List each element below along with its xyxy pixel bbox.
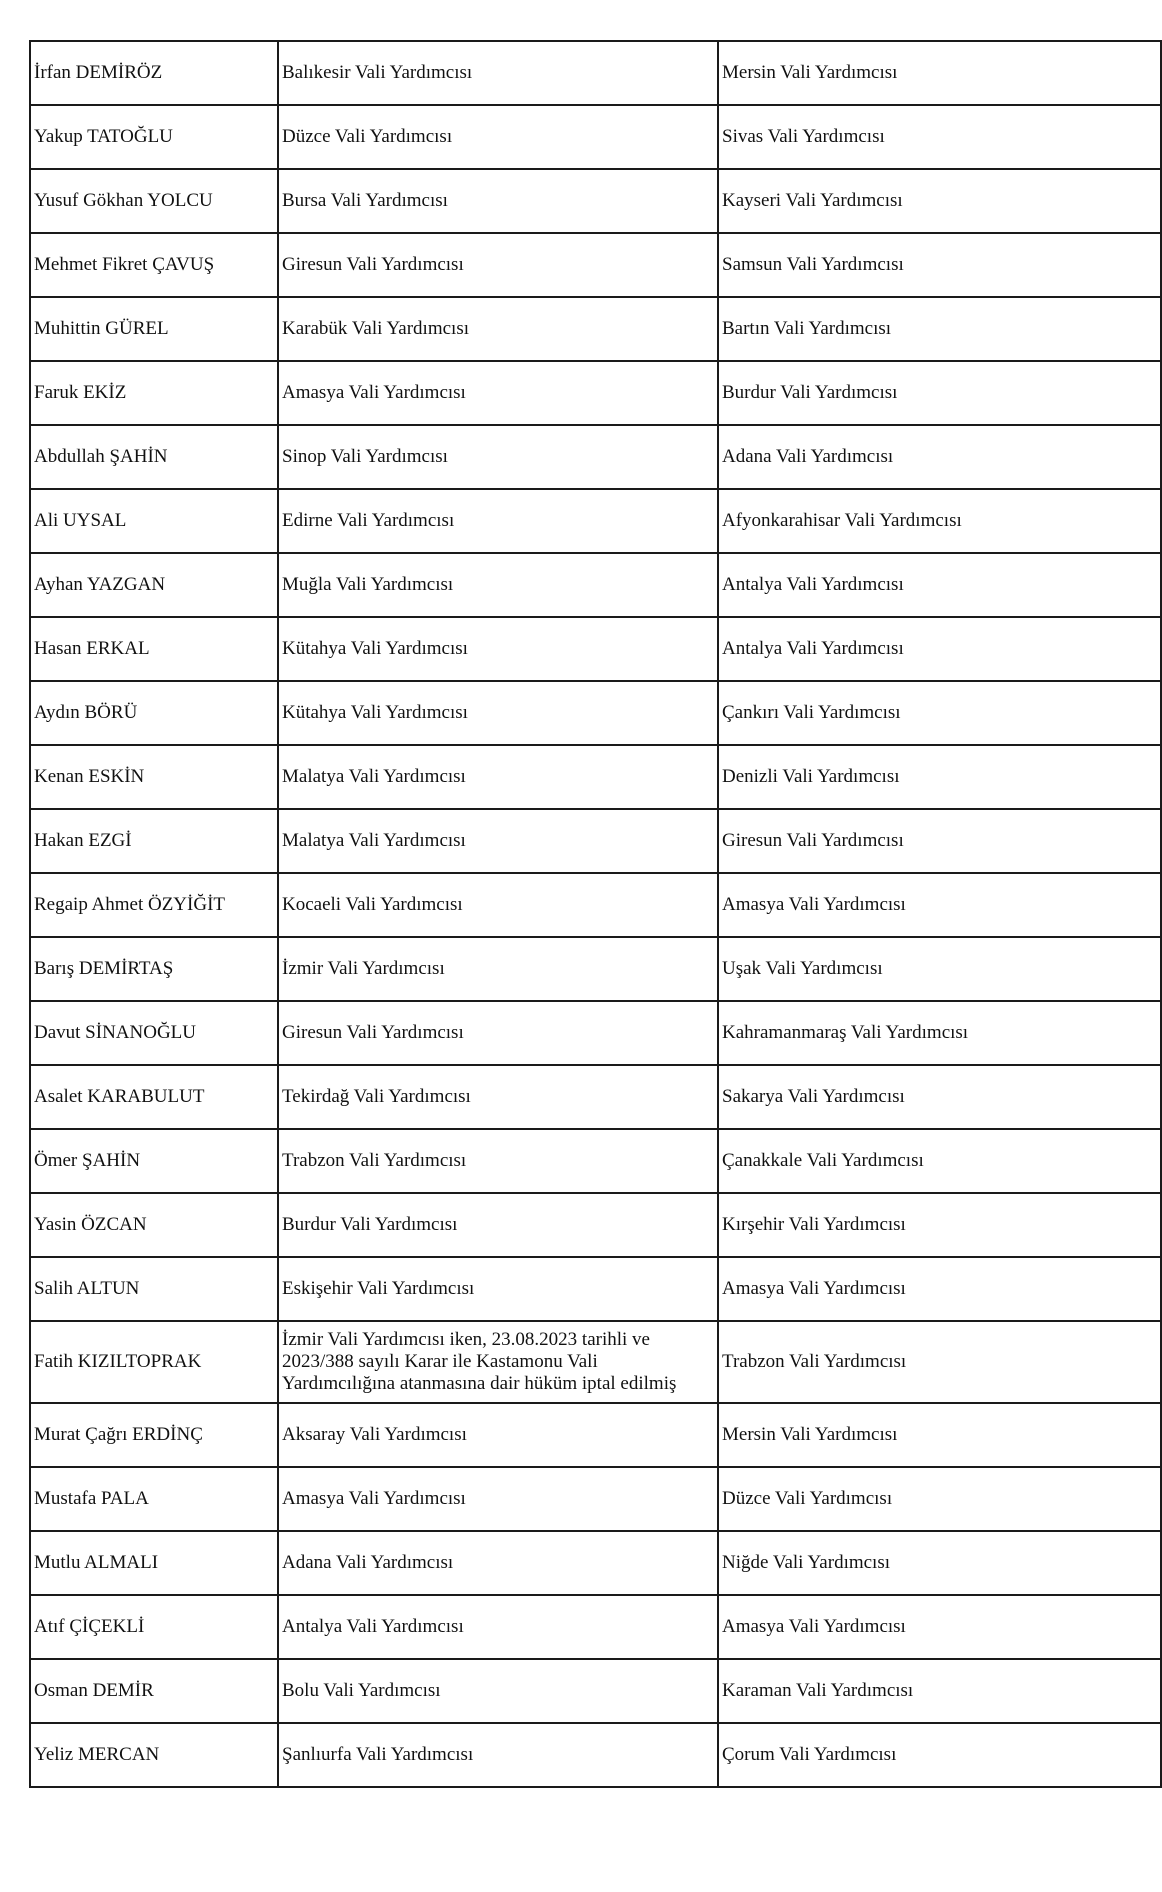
- new-post-cell: Çankırı Vali Yardımcısı: [718, 681, 1161, 745]
- official-name-cell: Yeliz MERCAN: [30, 1723, 278, 1787]
- table-row: [30, 169, 1161, 233]
- appointments-table-body: [30, 41, 1161, 1787]
- table-row: [30, 1723, 1161, 1787]
- new-post-cell: Amasya Vali Yardımcısı: [718, 873, 1161, 937]
- previous-post-cell: Kütahya Vali Yardımcısı: [278, 681, 718, 745]
- new-post-cell: Çanakkale Vali Yardımcısı: [718, 1129, 1161, 1193]
- table-row: [30, 937, 1161, 1001]
- official-name-cell: Aydın BÖRÜ: [30, 681, 278, 745]
- new-post-cell: Bartın Vali Yardımcısı: [718, 297, 1161, 361]
- previous-post-cell: Bolu Vali Yardımcısı: [278, 1659, 718, 1723]
- table-row: [30, 425, 1161, 489]
- previous-post-cell: Karabük Vali Yardımcısı: [278, 297, 718, 361]
- previous-post-cell: Antalya Vali Yardımcısı: [278, 1595, 718, 1659]
- previous-post-cell: Balıkesir Vali Yardımcısı: [278, 41, 718, 105]
- table-row: [30, 105, 1161, 169]
- new-post-cell: Kahramanmaraş Vali Yardımcısı: [718, 1001, 1161, 1065]
- official-name-cell: Yakup TATOĞLU: [30, 105, 278, 169]
- official-name-cell: Yasin ÖZCAN: [30, 1193, 278, 1257]
- official-name-cell: Ayhan YAZGAN: [30, 553, 278, 617]
- official-name-cell: Ömer ŞAHİN: [30, 1129, 278, 1193]
- previous-post-cell: İzmir Vali Yardımcısı: [278, 937, 718, 1001]
- official-name-cell: Atıf ÇİÇEKLİ: [30, 1595, 278, 1659]
- previous-post-cell: Malatya Vali Yardımcısı: [278, 745, 718, 809]
- table-row: [30, 1467, 1161, 1531]
- official-name-cell: Salih ALTUN: [30, 1257, 278, 1321]
- previous-post-cell: Giresun Vali Yardımcısı: [278, 1001, 718, 1065]
- official-name-cell: Kenan ESKİN: [30, 745, 278, 809]
- previous-post-cell: Burdur Vali Yardımcısı: [278, 1193, 718, 1257]
- new-post-cell: Uşak Vali Yardımcısı: [718, 937, 1161, 1001]
- table-row: [30, 681, 1161, 745]
- previous-post-line: Yardımcılığına atanmasına dair hüküm iptal edilmiş: [282, 1373, 677, 1394]
- appointments-table: [29, 40, 1162, 1788]
- official-name-cell: Osman DEMİR: [30, 1659, 278, 1723]
- previous-post-line: 2023/388 sayılı Karar ile Kastamonu Vali: [282, 1351, 598, 1372]
- table-row: [30, 873, 1161, 937]
- table-row: [30, 1001, 1161, 1065]
- official-name-cell: Mehmet Fikret ÇAVUŞ: [30, 233, 278, 297]
- table-row: [30, 233, 1161, 297]
- new-post-cell: Adana Vali Yardımcısı: [718, 425, 1161, 489]
- official-name-cell: Davut SİNANOĞLU: [30, 1001, 278, 1065]
- previous-post-cell: Şanlıurfa Vali Yardımcısı: [278, 1723, 718, 1787]
- official-name-cell: Hasan ERKAL: [30, 617, 278, 681]
- official-name-cell: Fatih KIZILTOPRAK: [30, 1321, 278, 1403]
- previous-post-cell: Amasya Vali Yardımcısı: [278, 361, 718, 425]
- table-row: [30, 1065, 1161, 1129]
- table-row: [30, 553, 1161, 617]
- table-row: [30, 41, 1161, 105]
- previous-post-cell: Aksaray Vali Yardımcısı: [278, 1403, 718, 1467]
- official-name-cell: Abdullah ŞAHİN: [30, 425, 278, 489]
- official-name-cell: Murat Çağrı ERDİNÇ: [30, 1403, 278, 1467]
- official-name-cell: Yusuf Gökhan YOLCU: [30, 169, 278, 233]
- previous-post-line: İzmir Vali Yardımcısı iken, 23.08.2023 tarihli ve: [282, 1329, 650, 1350]
- table-row: [30, 809, 1161, 873]
- official-name-cell: Faruk EKİZ: [30, 361, 278, 425]
- official-name-cell: Ali UYSAL: [30, 489, 278, 553]
- table-row: [30, 745, 1161, 809]
- official-name-cell: İrfan DEMİRÖZ: [30, 41, 278, 105]
- table-row: [30, 617, 1161, 681]
- table-row: [30, 1193, 1161, 1257]
- previous-post-cell: Düzce Vali Yardımcısı: [278, 105, 718, 169]
- new-post-cell: Amasya Vali Yardımcısı: [718, 1257, 1161, 1321]
- previous-post-cell: Adana Vali Yardımcısı: [278, 1531, 718, 1595]
- previous-post-cell: Muğla Vali Yardımcısı: [278, 553, 718, 617]
- table-row: [30, 1659, 1161, 1723]
- new-post-cell: Trabzon Vali Yardımcısı: [718, 1321, 1161, 1403]
- new-post-cell: Mersin Vali Yardımcısı: [718, 41, 1161, 105]
- table-row: [30, 297, 1161, 361]
- previous-post-cell: Eskişehir Vali Yardımcısı: [278, 1257, 718, 1321]
- table-row: [30, 1403, 1161, 1467]
- new-post-cell: Karaman Vali Yardımcısı: [718, 1659, 1161, 1723]
- table-row: [30, 1531, 1161, 1595]
- table-row: [30, 361, 1161, 425]
- official-name-cell: Regaip Ahmet ÖZYİĞİT: [30, 873, 278, 937]
- previous-post-cell: Sinop Vali Yardımcısı: [278, 425, 718, 489]
- new-post-cell: Kayseri Vali Yardımcısı: [718, 169, 1161, 233]
- table-row: [30, 1257, 1161, 1321]
- new-post-cell: Sakarya Vali Yardımcısı: [718, 1065, 1161, 1129]
- previous-post-cell: Kütahya Vali Yardımcısı: [278, 617, 718, 681]
- new-post-cell: Afyonkarahisar Vali Yardımcısı: [718, 489, 1161, 553]
- previous-post-cell: Bursa Vali Yardımcısı: [278, 169, 718, 233]
- new-post-cell: Antalya Vali Yardımcısı: [718, 553, 1161, 617]
- official-name-cell: Barış DEMİRTAŞ: [30, 937, 278, 1001]
- new-post-cell: Çorum Vali Yardımcısı: [718, 1723, 1161, 1787]
- new-post-cell: Kırşehir Vali Yardımcısı: [718, 1193, 1161, 1257]
- table-row: [30, 1321, 1161, 1403]
- previous-post-cell: Trabzon Vali Yardımcısı: [278, 1129, 718, 1193]
- official-name-cell: Mutlu ALMALI: [30, 1531, 278, 1595]
- previous-post-cell: Edirne Vali Yardımcısı: [278, 489, 718, 553]
- previous-post-cell: Amasya Vali Yardımcısı: [278, 1467, 718, 1531]
- previous-post-cell: Malatya Vali Yardımcısı: [278, 809, 718, 873]
- table-row: [30, 1129, 1161, 1193]
- official-name-cell: Asalet KARABULUT: [30, 1065, 278, 1129]
- new-post-cell: Denizli Vali Yardımcısı: [718, 745, 1161, 809]
- table-row: [30, 489, 1161, 553]
- new-post-cell: Burdur Vali Yardımcısı: [718, 361, 1161, 425]
- table-row: [30, 1595, 1161, 1659]
- new-post-cell: Sivas Vali Yardımcısı: [718, 105, 1161, 169]
- new-post-cell: Antalya Vali Yardımcısı: [718, 617, 1161, 681]
- previous-post-cell: [278, 1321, 718, 1403]
- new-post-cell: Niğde Vali Yardımcısı: [718, 1531, 1161, 1595]
- official-name-cell: Hakan EZGİ: [30, 809, 278, 873]
- official-name-cell: Mustafa PALA: [30, 1467, 278, 1531]
- new-post-cell: Mersin Vali Yardımcısı: [718, 1403, 1161, 1467]
- previous-post-cell: Giresun Vali Yardımcısı: [278, 233, 718, 297]
- new-post-cell: Giresun Vali Yardımcısı: [718, 809, 1161, 873]
- official-name-cell: Muhittin GÜREL: [30, 297, 278, 361]
- previous-post-cell: Tekirdağ Vali Yardımcısı: [278, 1065, 718, 1129]
- new-post-cell: Düzce Vali Yardımcısı: [718, 1467, 1161, 1531]
- previous-post-cell: Kocaeli Vali Yardımcısı: [278, 873, 718, 937]
- new-post-cell: Samsun Vali Yardımcısı: [718, 233, 1161, 297]
- new-post-cell: Amasya Vali Yardımcısı: [718, 1595, 1161, 1659]
